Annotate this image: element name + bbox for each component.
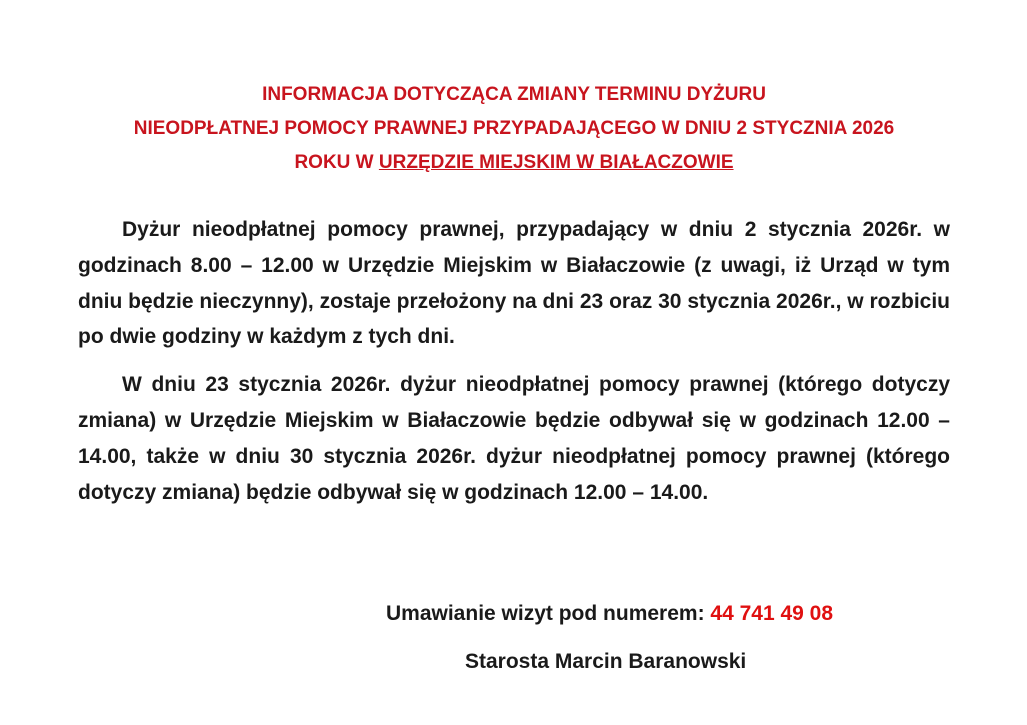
title-line-2: NIEODPŁATNEJ POMOCY PRAWNEJ PRZYPADAJĄCEGO W DNIU 2 STYCZNIA 2026 (133, 118, 895, 139)
contact-phone-number: 44 741 49 08 (710, 602, 834, 625)
body-paragraph-1: Dyżur nieodpłatnej pomocy prawnej, przypadający w dniu 2 stycznia 2026r. w godzinach 8.00 – 12.00 w Urzędzie Miejskim w Białaczowie (z uwagi, iż Urząd w tym dniu będzie nieczynny), zostaje przełożony na dni 23 oraz 30 stycznia 2026r., w rozbiciu po dwie godziny w każdym z tych dni. (78, 218, 950, 349)
contact-label: Umawianie wizyt pod numerem: (386, 602, 711, 625)
contact-line (386, 599, 833, 629)
title-line-1: INFORMACJA DOTYCZĄCA ZMIANY TERMINU DYŻURU (262, 84, 766, 105)
signature: Starosta Marcin Baranowski (465, 650, 747, 673)
title-line-3 (60, 146, 968, 180)
title-line-3-prefix: ROKU W (294, 152, 379, 173)
document-body (78, 212, 950, 522)
title-line-3-underlined: URZĘDZIE MIEJSKIM W BIAŁACZOWIE (378, 152, 734, 173)
document-title (60, 78, 968, 180)
body-paragraph-2: W dniu 23 stycznia 2026r. dyżur nieodpłatnej pomocy prawnej (którego dotyczy zmiana) w Urzędzie Miejskim w Białaczowie będzie odbywał się w godzinach 12.00 – 14.00, także w dniu 30 stycznia 2026r. dyżur nieodpłatnej pomocy prawnej (którego dotyczy zmiana) będzie odbywał się w godzinach 12.00 – 14.00. (78, 373, 950, 504)
